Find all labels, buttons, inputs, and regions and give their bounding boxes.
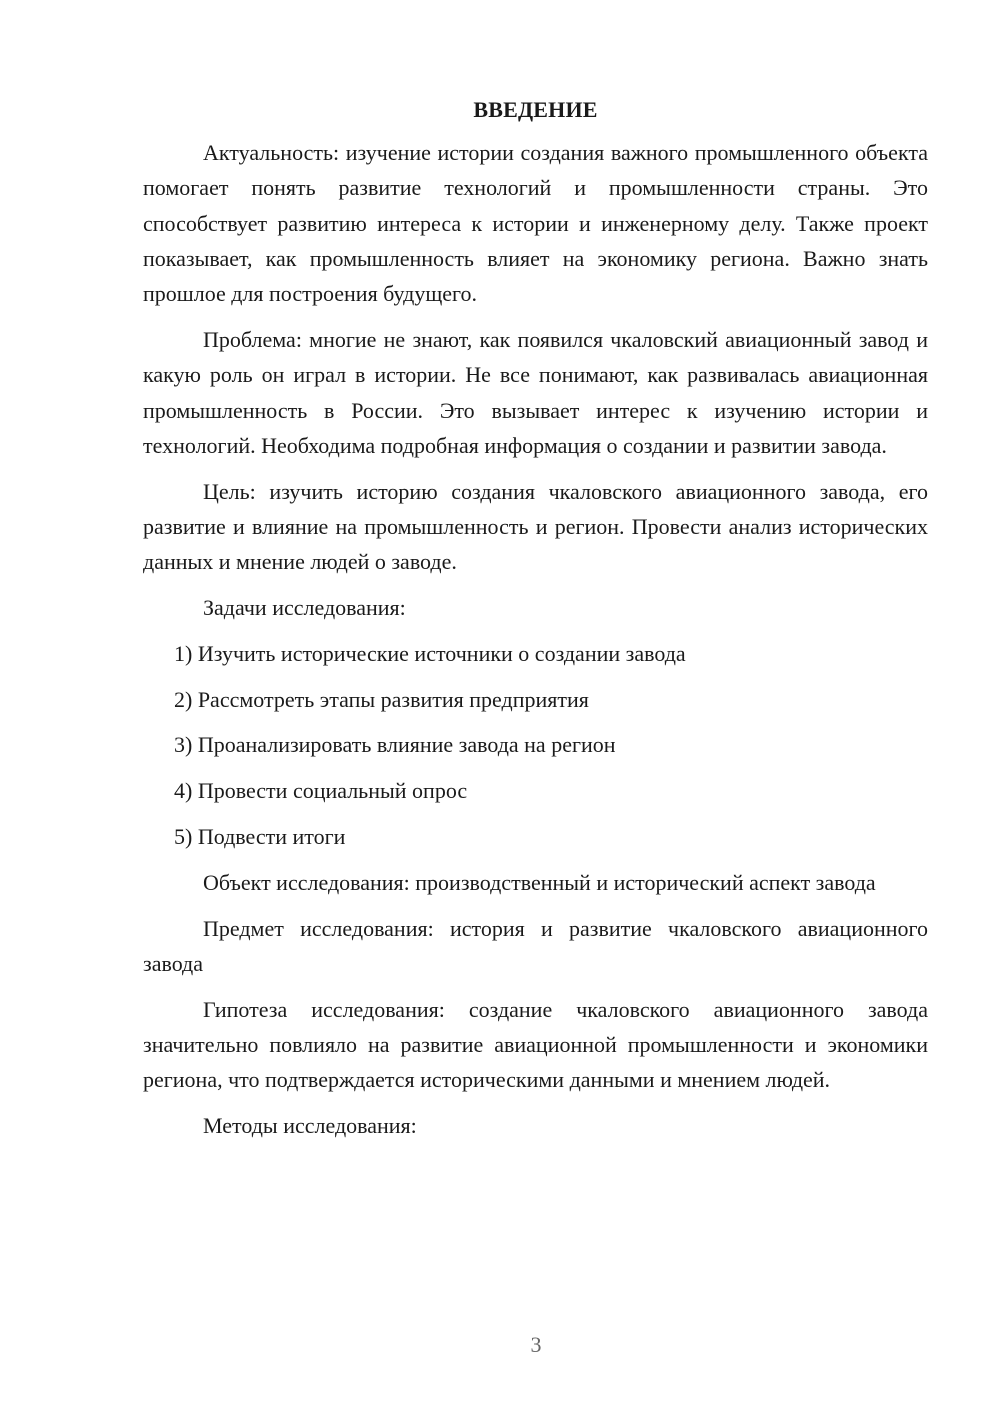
list-item: 5) Подвести итоги <box>174 824 346 850</box>
list-item: 2) Рассмотреть этапы развития предприятия <box>174 686 589 712</box>
object-paragraph: Объект исследования: производственный и исторический аспект завода <box>203 869 876 895</box>
list-item: 4) Провести социальный опрос <box>174 778 468 804</box>
tasks-list <box>143 636 928 854</box>
problem-paragraph: Проблема: многие не знают, как появился чкаловский авиационный завод и какую роль он играл в истории. Не все понимают, как развивалась авиационная промышленность в России. Это вызывает интерес к изучению истории и технологий. Необходима подробная информация о создании и развитии завода. <box>143 326 928 458</box>
subject-paragraph: Предмет исследования: история и развитие чкаловского авиационного завода <box>143 915 928 976</box>
section-heading: ВВЕДЕНИЕ <box>473 97 598 122</box>
goal-paragraph: Цель: изучить историю создания чкаловского авиационного завода, его развитие и влияние на промышленность и регион. Провести анализ исторических данных и мнение людей о заводе. <box>143 478 928 575</box>
document-page <box>143 92 928 1154</box>
hypothesis-paragraph: Гипотеза исследования: создание чкаловского авиационного завода значительно повлияло на развитие авиационной промышленности и экономики региона, что подтверждается историческими данными и мнением людей. <box>143 996 928 1093</box>
methods-heading: Методы исследования: <box>203 1113 417 1139</box>
list-item: 1) Изучить исторические источники о создании завода <box>174 640 686 666</box>
tasks-heading: Задачи исследования: <box>203 595 406 621</box>
list-item: 3) Проанализировать влияние завода на регион <box>174 732 616 758</box>
relevance-paragraph: Актуальность: изучение истории создания важного промышленного объекта помогает понять развитие технологий и промышленности страны. Это способствует развитию интереса к истории и инженерному делу. Также проект показывает, как промышленность влияет на экономику региона. Важно знать прошлое для построения будущего. <box>143 140 928 307</box>
page-number: 3 <box>530 1332 542 1357</box>
